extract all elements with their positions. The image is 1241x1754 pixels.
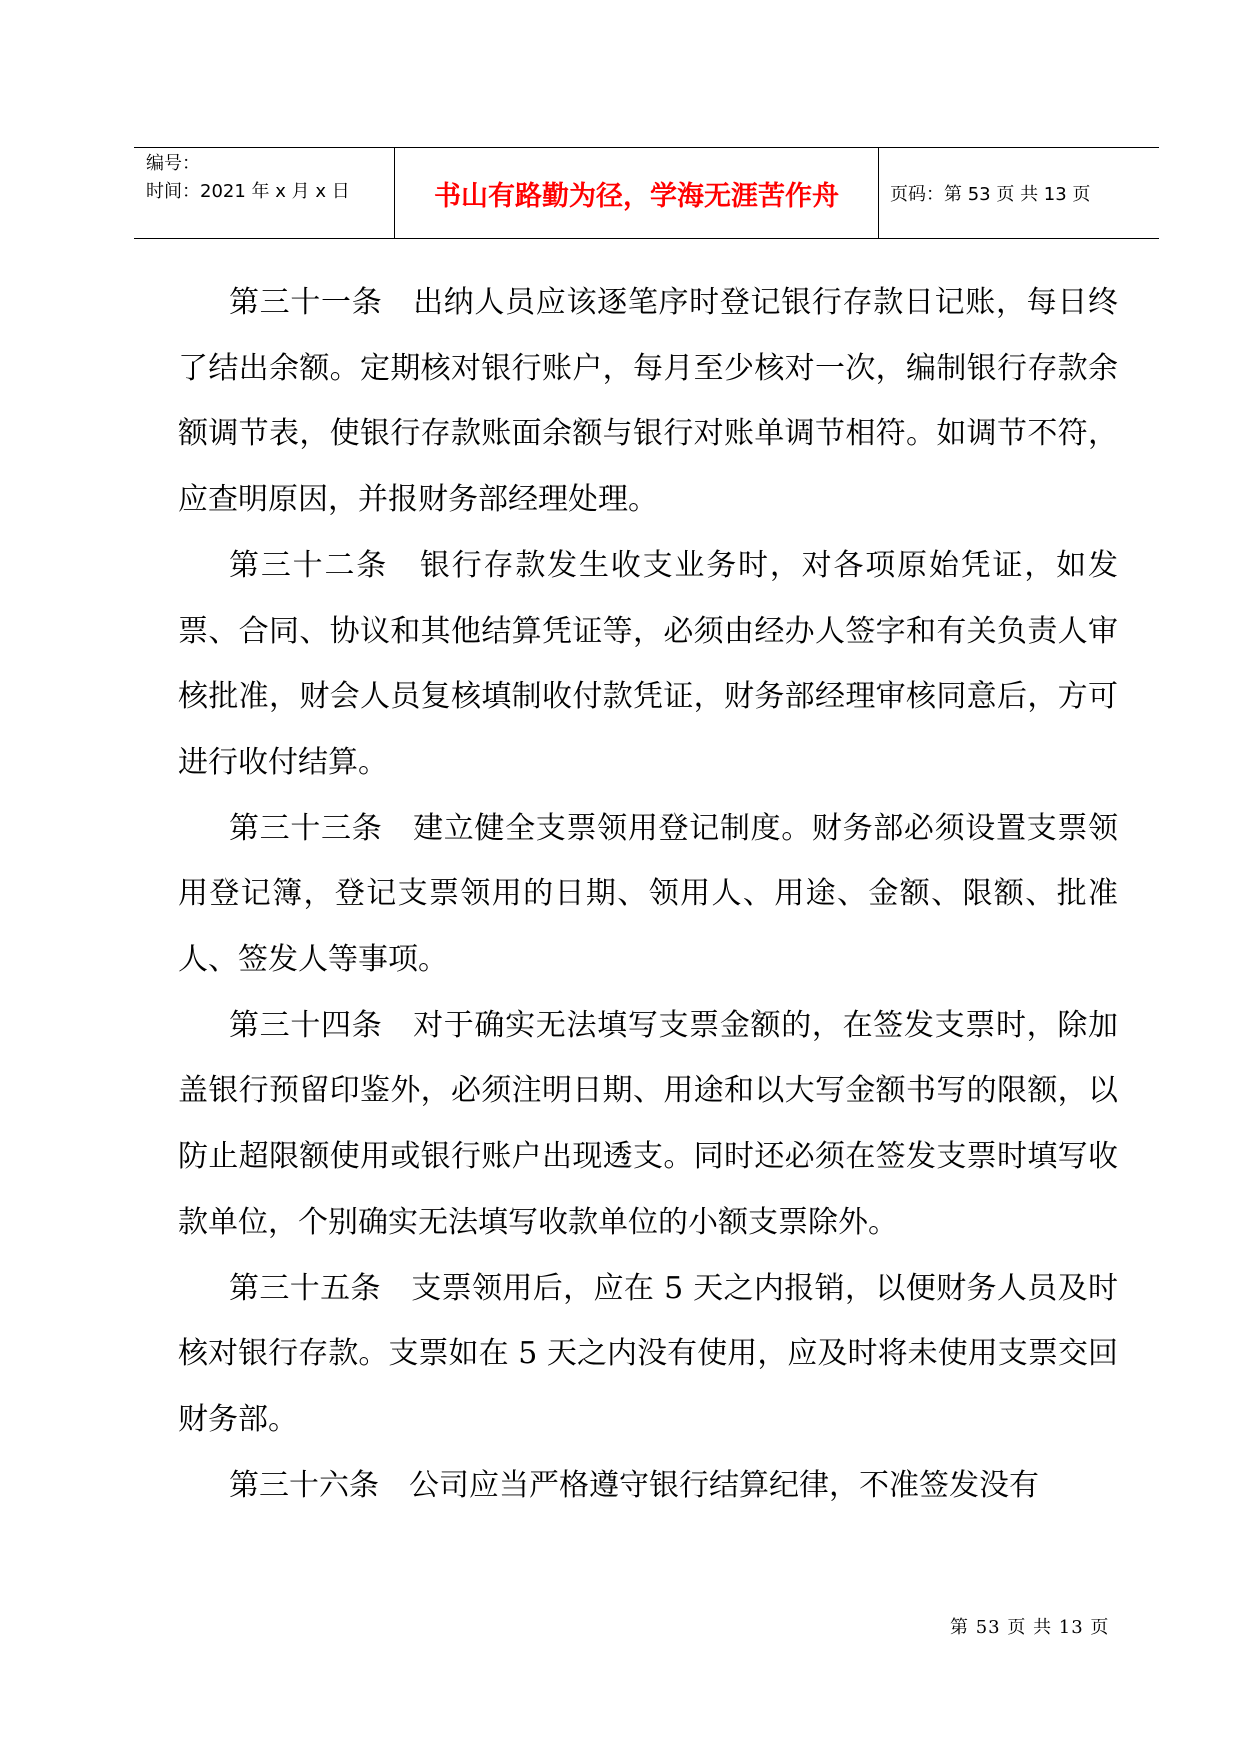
article-35: 第三十五条 支票领用后，应在 5 天之内报销，以便财务人员及时核对银行存款。支票如在 5 天之内没有使用，应及时将未使用支票交回财务部。 xyxy=(178,1270,1118,1437)
article-31: 第三十一条 出纳人员应该逐笔序时登记银行存款日记账，每日终了结出余额。定期核对银行账户，每月至少核对一次，编制银行存款余额调节表，使银行存款账面余额与银行对账单调节相符。如调节不符，应查明原因，并报财务部经理处理。 xyxy=(178,285,1118,518)
header-meta xyxy=(146,150,350,206)
header-divider xyxy=(878,147,879,239)
document-body xyxy=(178,270,1118,1518)
article-36: 第三十六条 公司应当严格遵守银行结算纪律，不准签发没有 xyxy=(229,1467,1039,1503)
header-motto: 书山有路勤为径，学海无涯苦作舟 xyxy=(434,180,839,212)
header-time-label: 时间：2021 年 x 月 x 日 xyxy=(146,181,350,202)
article-32: 第三十二条 银行存款发生收支业务时，对各项原始凭证，如发票、合同、协议和其他结算凭证等，必须由经办人签字和有关负责人审核批准，财会人员复核填制收付款凭证，财务部经理审核同意后，方可进行收付结算。 xyxy=(178,547,1118,780)
header-page-info: 页码：第 53 页 共 13 页 xyxy=(890,184,1091,205)
page-footer: 第 53 页 共 13 页 xyxy=(950,1617,1110,1638)
header-number-label: 编号： xyxy=(146,153,200,174)
article-34: 第三十四条 对于确实无法填写支票金额的，在签发支票时，除加盖银行预留印鉴外，必须注明日期、用途和以大写金额书写的限额，以防止超限额使用或银行账户出现透支。同时还必须在签发支票时填写收款单位，个别确实无法填写收款单位的小额支票除外。 xyxy=(178,1007,1118,1240)
article-33: 第三十三条 建立健全支票领用登记制度。财务部必须设置支票领用登记簿，登记支票领用的日期、领用人、用途、金额、限额、批准人、签发人等事项。 xyxy=(178,810,1118,978)
document-header xyxy=(134,147,1159,239)
